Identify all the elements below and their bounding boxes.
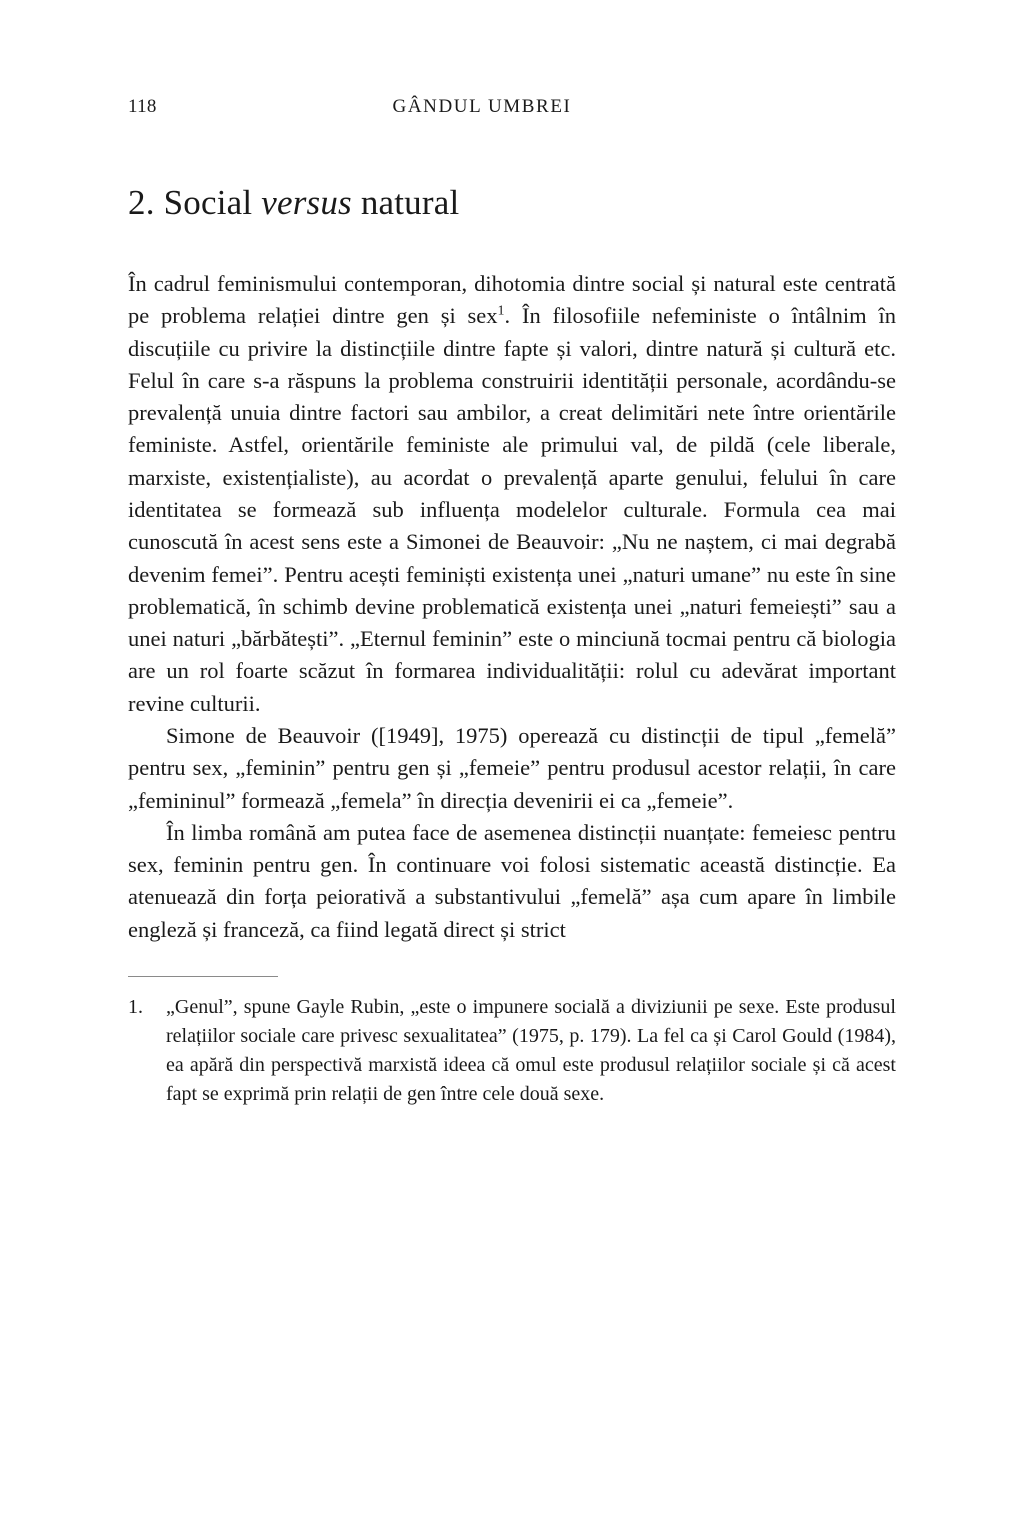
paragraph-1-part-b: . În filosofiile nefeministe o întâlnim în discuțiile cu privire la distincțiile dintre fapte și valori, dintre natură și cultură etc. Felul în care s-a răspuns la problema construirii identității personale, acordându-se prevalență unuia dintre factori sau ambilor, a creat delimitări nete între orientările feministe. Astfel, orientările feministe ale primului val, de pildă (cele liberale, marxiste, existențialiste), au acordat o prevalență aparte genului, felului în care identitatea se formează sub influența modelelor culturale. Formula cea mai cunoscută în acest sens este a Simonei de Beauvoir: „Nu ne naștem, ci mai degrabă devenim femei”. Pentru acești feminiști existența unei „naturi umane” nu este în sine problematică, în schimb devine problematică existența unei „naturi femeiești” sau a unei naturi „bărbătești”. „Eternul feminin” este o minciună tocmai pentru că biologia are un rol foarte scăzut în formarea individualității: rolul cu adevărat important revine culturii.: [128, 303, 896, 716]
running-head: [128, 96, 896, 118]
paragraph-3: În limba română am putea face de asemenea distincții nuanțate: femeiesc pentru sex, feminin pentru gen. În continuare voi folosi sistematic această distincție. Ea atenuează din forța peiorativă a substantivului „femelă” așa cum apare în limbile engleză și franceză, ca fiind legată direct și strict: [128, 819, 896, 942]
paragraph-1: [128, 268, 896, 720]
page-title: [128, 182, 896, 224]
section-title-prefix: 2. Social: [128, 183, 262, 222]
book-title-header: GÂNDUL UMBREI: [392, 96, 572, 117]
paragraph-2: Simone de Beauvoir ([1949], 1975) operează cu distincții de tipul „femelă” pentru sex, „feminin” pentru gen și „femeie” pentru produsul acestor relații, în care „femininul” formează „femela” în direcția devenirii ei ca „femeie”.: [128, 722, 896, 813]
footnote-text: „Genul”, spune Gayle Rubin, „este o impunere socială a diviziunii pe sexe. Este produsul relațiilor sociale care privesc sexualitatea” (1975, p. 179). La fel ca și Carol Gould (1984), ea apără din perspectivă marxistă ideea că omul este produsul relațiilor sociale și că acest fapt se exprimă prin relații de gen între cele două sexe.: [166, 995, 896, 1105]
footnote-1: [128, 993, 896, 1109]
footnote-marker-1: 1: [497, 303, 505, 319]
page-number: 118: [128, 96, 157, 117]
footnote-separator: [128, 976, 278, 977]
paragraph-1-part-a: În cadrul feminismului contemporan, dihotomia dintre social și natural este centrată pe problema relației dintre gen și sex: [128, 271, 896, 329]
footnote-number: 1.: [128, 995, 143, 1018]
section-title-italic: versus: [261, 183, 352, 222]
section-title-suffix: natural: [351, 183, 460, 222]
